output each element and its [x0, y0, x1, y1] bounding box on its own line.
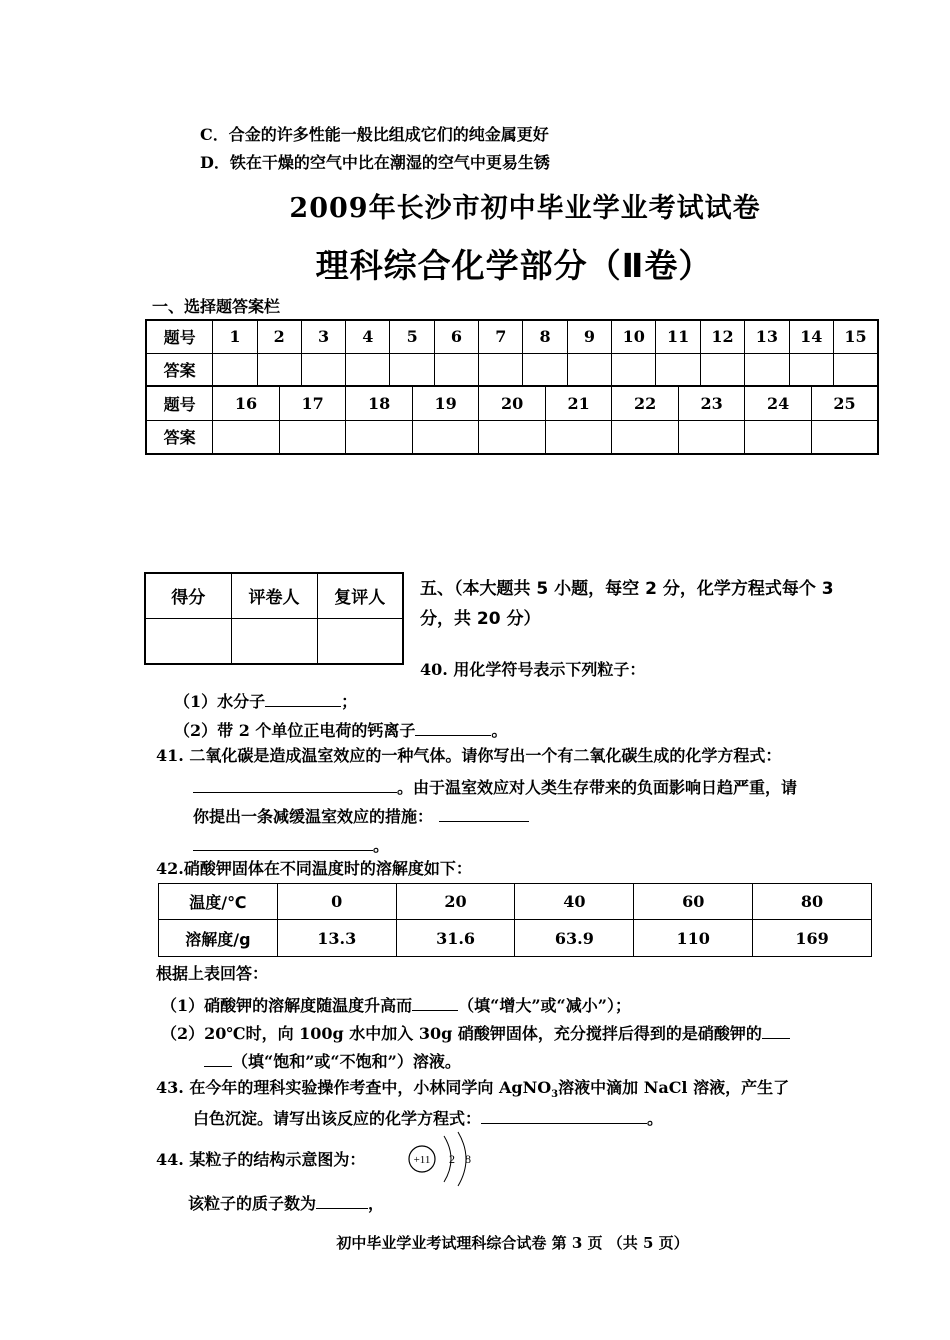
question-number-cell: 13	[745, 320, 789, 353]
q42-answer-prompt: 根据上表回答：	[156, 964, 269, 983]
question-number-cell: 8	[523, 320, 567, 353]
answer-grid-answer-row-2	[146, 421, 878, 454]
q42-part1	[161, 992, 631, 1017]
question-number-cell: 12	[700, 320, 744, 353]
option-d: D．铁在干燥的空气中比在潮湿的空气中更易生锈	[200, 153, 550, 172]
score-box-entry-row	[145, 618, 403, 664]
q41-line1: 41. 二氧化碳是造成温室效应的一种气体。请你写出一个有二氧化碳生成的化学方程式：	[156, 746, 782, 765]
solubility-cell: 31.6	[396, 920, 515, 957]
reviewer-header: 复评人	[317, 573, 403, 618]
answer-cell[interactable]	[612, 421, 679, 454]
q43-equation-blank[interactable]	[481, 1105, 647, 1124]
score-header: 得分	[145, 573, 231, 618]
question-number-cell: 6	[434, 320, 478, 353]
temperature-cell: 0	[277, 884, 396, 920]
q41-line2	[193, 774, 797, 799]
exam-subtitle: 理科综合化学部分（Ⅱ卷）	[315, 246, 713, 285]
answer-cell[interactable]	[390, 353, 434, 386]
row-label-number: 题号	[146, 320, 213, 353]
score-box	[144, 572, 404, 665]
q42-part1-blank[interactable]	[412, 992, 458, 1011]
temperature-cell: 60	[634, 884, 753, 920]
answer-cell[interactable]	[567, 353, 611, 386]
q41-line4-end: 。	[373, 836, 390, 855]
exam-title: 2009年长沙市初中毕业学业考试试卷	[289, 193, 761, 224]
q41-line3	[193, 803, 529, 828]
question-number-cell: 9	[567, 320, 611, 353]
q43-line1	[156, 1077, 789, 1106]
q41-line2-text: 。由于温室效应对人类生存带来的负面影响日趋严重，请	[397, 778, 798, 797]
answer-grid-number-row-2	[146, 387, 878, 421]
q42-part2-text: （2）20℃时，向 100g 水中加入 30g 硝酸钾固体，充分搅拌后得到的是硝酸钾的	[161, 1024, 762, 1043]
answer-cell[interactable]	[545, 421, 612, 454]
question-number-cell: 24	[745, 387, 812, 421]
q44-question-text: 该粒子的质子数为	[188, 1194, 317, 1213]
q43-line2-text: 白色沉淀。请写出该反应的化学方程式：	[193, 1109, 482, 1128]
question-number-cell: 2	[257, 320, 301, 353]
answer-cell[interactable]	[678, 421, 745, 454]
q42-part2-blank[interactable]	[762, 1020, 790, 1039]
answer-cell[interactable]	[811, 421, 878, 454]
section-heading-answers: 一、选择题答案栏	[152, 297, 281, 316]
solubility-table-solubility-row	[159, 920, 872, 957]
solubility-table	[158, 883, 872, 957]
answer-cell[interactable]	[700, 353, 744, 386]
q40-part1-blank[interactable]	[265, 688, 341, 707]
q40-part2	[174, 717, 507, 742]
atom-structure-diagram	[404, 1128, 484, 1188]
question-number-cell: 15	[833, 320, 878, 353]
grader-entry-cell[interactable]	[231, 618, 317, 664]
q40-part2-text: （2）带 2 个单位正电荷的钙离子	[174, 721, 416, 740]
electron-shell-1-count: 2	[449, 1152, 455, 1166]
q43-line2-end: 。	[647, 1109, 664, 1128]
q42-part2-cont-text: （填“饱和”或“不饱和”）溶液。	[232, 1052, 461, 1071]
q42-part2-cont	[204, 1048, 461, 1073]
answer-cell[interactable]	[523, 353, 567, 386]
section5-heading-line1: 五、（本大题共 5 小题，每空 2 分，化学方程式每个 3	[420, 579, 834, 599]
section5-heading-line2: 分，共 20 分）	[420, 609, 541, 629]
q44-question	[188, 1190, 384, 1215]
score-entry-cell[interactable]	[145, 618, 231, 664]
answer-grid-table	[145, 319, 879, 387]
answer-cell[interactable]	[279, 421, 346, 454]
option-c: C．合金的许多性能一般比组成它们的纯金属更好	[200, 125, 549, 144]
answer-cell[interactable]	[257, 353, 301, 386]
solubility-table-temperature-row	[159, 884, 872, 920]
electron-shell-2-count: 8	[465, 1152, 471, 1166]
answer-cell[interactable]	[656, 353, 700, 386]
question-number-cell: 14	[789, 320, 833, 353]
q40-stem: 40. 用化学符号表示下列粒子：	[420, 660, 646, 679]
q41-measure-blank-cont[interactable]	[193, 832, 373, 851]
solubility-cell: 63.9	[515, 920, 634, 957]
section5-heading	[420, 574, 834, 634]
solubility-cell: 169	[753, 920, 872, 957]
solubility-label: 溶解度/g	[159, 920, 278, 957]
answer-cell[interactable]	[479, 353, 523, 386]
question-number-cell: 25	[811, 387, 878, 421]
q43-line1-b: 溶液中滴加 NaCl 溶液，产生了	[558, 1078, 790, 1097]
question-number-cell: 11	[656, 320, 700, 353]
answer-cell[interactable]	[745, 421, 812, 454]
question-number-cell: 4	[346, 320, 390, 353]
question-number-cell: 1	[213, 320, 257, 353]
q40-part2-end: 。	[491, 721, 508, 740]
answer-grid-answer-row-1	[146, 353, 878, 386]
q40-part1	[174, 688, 357, 713]
row-label-answer: 答案	[146, 353, 213, 386]
q43-line1-a: 43. 在今年的理科实验操作考查中，小林同学向 AgNO	[156, 1078, 552, 1097]
answer-cell[interactable]	[301, 353, 345, 386]
answer-cell[interactable]	[789, 353, 833, 386]
q44-question-end: ，	[368, 1194, 385, 1213]
temperature-cell: 40	[515, 884, 634, 920]
q44-stem: 44. 某粒子的结构示意图为：	[156, 1150, 366, 1169]
q43-line2	[193, 1105, 663, 1130]
question-number-cell: 23	[678, 387, 745, 421]
answer-grid-number-row-1	[146, 320, 878, 353]
q42-part2	[161, 1020, 790, 1045]
row-label-answer: 答案	[146, 421, 213, 454]
answer-cell[interactable]	[612, 353, 656, 386]
q40-part1-text: （1）水分子	[174, 692, 266, 711]
answer-grid-table-2	[145, 386, 879, 455]
question-number-cell: 3	[301, 320, 345, 353]
temperature-label: 温度/℃	[159, 884, 278, 920]
question-number-cell: 10	[612, 320, 656, 353]
answer-cell[interactable]	[833, 353, 878, 386]
temperature-cell: 80	[753, 884, 872, 920]
answer-cell[interactable]	[213, 421, 280, 454]
solubility-cell: 13.3	[277, 920, 396, 957]
q41-equation-blank[interactable]	[193, 774, 397, 793]
nucleus-charge-label: +11	[413, 1154, 431, 1166]
question-number-cell: 19	[412, 387, 479, 421]
answer-cell[interactable]	[434, 353, 478, 386]
q40-part2-blank[interactable]	[415, 717, 491, 736]
answer-cell[interactable]	[346, 421, 413, 454]
answer-cell[interactable]	[213, 353, 257, 386]
q42-part1-text: （1）硝酸钾的溶解度随温度升高而	[161, 996, 413, 1015]
question-number-cell: 20	[479, 387, 546, 421]
q43-line1-sub: 3	[551, 1089, 559, 1101]
answer-cell[interactable]	[745, 353, 789, 386]
q41-line4	[193, 832, 389, 857]
q42-part1-end: （填“增大”或“减小”）；	[458, 996, 631, 1015]
q44-proton-blank[interactable]	[316, 1190, 368, 1209]
question-number-cell: 16	[213, 387, 280, 421]
grader-header: 评卷人	[231, 573, 317, 618]
question-number-cell: 5	[390, 320, 434, 353]
page-footer: 初中毕业学业考试理科综合试卷 第 3 页 （共 5 页）	[336, 1234, 689, 1252]
question-number-cell: 22	[612, 387, 679, 421]
question-number-cell: 17	[279, 387, 346, 421]
q41-measure-blank[interactable]	[439, 803, 529, 822]
reviewer-entry-cell[interactable]	[317, 618, 403, 664]
q42-part2-blank-cont[interactable]	[204, 1048, 232, 1067]
question-number-cell: 21	[545, 387, 612, 421]
answer-cell[interactable]	[412, 421, 479, 454]
q42-stem: 42.硝酸钾固体在不同温度时的溶解度如下：	[156, 859, 472, 878]
score-box-header-row	[145, 573, 403, 618]
temperature-cell: 20	[396, 884, 515, 920]
q41-line3-text: 你提出一条减缓温室效应的措施：	[193, 807, 434, 826]
row-label-number: 题号	[146, 387, 213, 421]
solubility-cell: 110	[634, 920, 753, 957]
answer-cell[interactable]	[346, 353, 390, 386]
q40-part1-end: ；	[341, 692, 358, 711]
question-number-cell: 7	[479, 320, 523, 353]
question-number-cell: 18	[346, 387, 413, 421]
answer-cell[interactable]	[479, 421, 546, 454]
